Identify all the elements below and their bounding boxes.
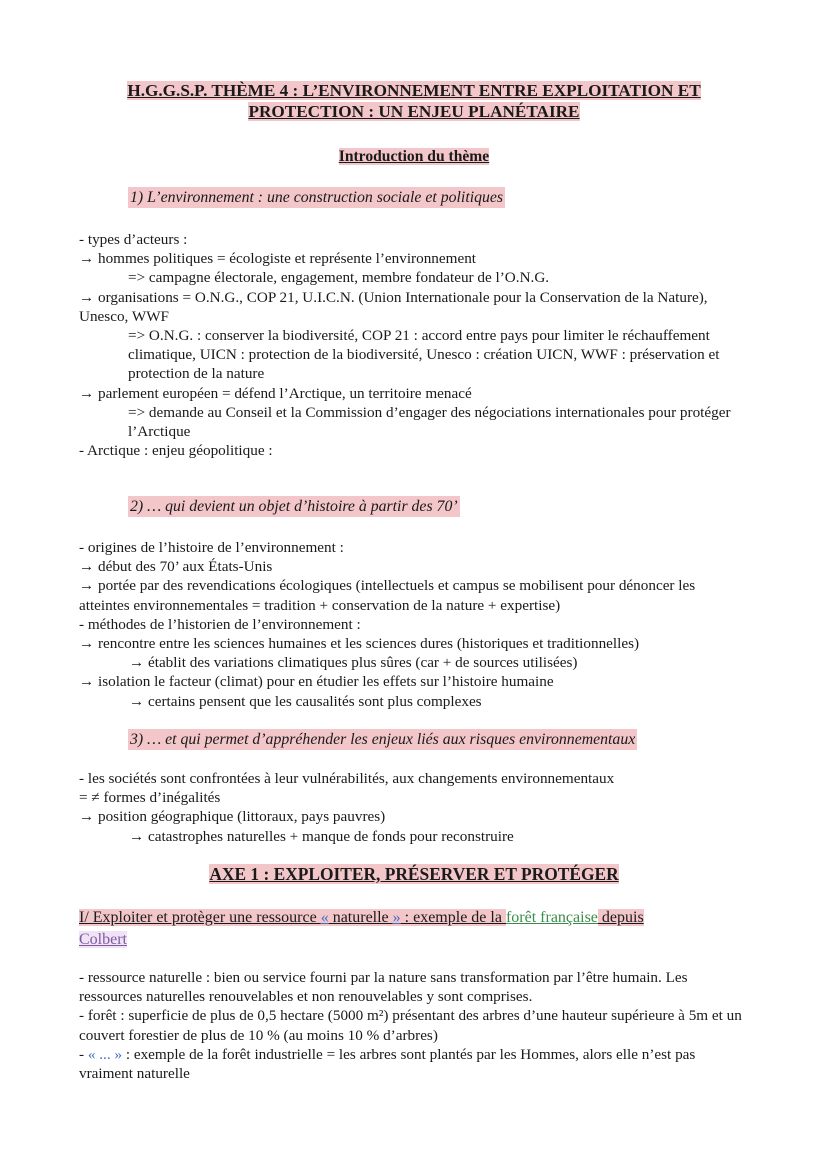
text-line: → hommes politiques = écologiste et représente l’environnement (79, 250, 477, 268)
text-line: → rencontre entre les sciences humaines et les sciences dures (historiques et traditionnelles) (79, 635, 640, 653)
text-line: - origines de l’histoire de l’environnement : (79, 539, 344, 556)
text-line: → parlement européen = défend l’Arctique, un territoire menacé (79, 384, 472, 402)
text-line: - les sociétés sont confrontées à leur vulnérabilités, aux changements environnementaux (79, 770, 615, 787)
section-3-heading: 3) … et qui permet d’appréhender les enjeux liés aux risques environnementaux (130, 731, 636, 748)
text-line: → certains pensent que les causalités sont plus complexes (129, 692, 482, 710)
text-line: - méthodes de l’historien de l’environnement : (79, 615, 361, 633)
text-line: → portée par des revendications écologiques (intellectuels et campus se mobilisent pour dénoncer les atteintes environnementales = tradition + conservation de la nature + expertise) (79, 577, 696, 614)
text-line: → établit des variations climatiques plus sûres (car + de sources utilisées) (129, 654, 578, 672)
link-colbert[interactable]: Colbert (79, 931, 127, 948)
definitions-body (79, 968, 751, 1083)
text-line: → catastrophes naturelles + manque de fonds pour reconstruire (129, 827, 514, 845)
text-line: - ressource naturelle : bien ou service fourni par la nature sans transformation par l’être humain. Les ressources naturelles renouvelables et non renouvelables y sont comprises. (79, 969, 688, 1006)
section-2-heading: 2) … qui devient un objet d’histoire à partir des 70’ (130, 498, 458, 515)
text-line: → position géographique (littoraux, pays pauvres) (79, 808, 386, 826)
section-2-body (79, 538, 751, 711)
part-heading: I/ Exploiter et protèger une ressource « naturelle » : exemple de la forêt française depuis Colbert (79, 909, 644, 948)
text-line: - « ... » : exemple de la forêt industrielle = les arbres sont plantés par les Hommes, alors elle n’est pas vraiment naturelle (79, 1045, 696, 1083)
axe-heading: AXE 1 : EXPLOITER, PRÉSERVER ET PROTÉGER (209, 864, 619, 884)
text-line: => O.N.G. : conserver la biodiversité, COP 21 : accord entre pays pour limiter le réchauffement climatique, UICN : protection de la biodiversité, Unesco : création UICN, WWF : préservation et protection de la nature (128, 327, 720, 383)
section-3-body (79, 769, 751, 846)
text-line: - forêt : superficie de plus de 0,5 hectare (5000 m²) présentant des arbres d’une hauteur supérieure à 5m et un couvert forestier de plus de 10 % (au moins 10 % d’arbres) (79, 1007, 742, 1044)
text-line: - Arctique : enjeu géopolitique : (79, 442, 273, 460)
page-title (60, 80, 768, 122)
text-line: → début des 70’ aux États-Unis (79, 558, 273, 576)
section-1-heading: 1) L’environnement : une construction sociale et politiques (130, 189, 504, 206)
text-line: - types d’acteurs : (79, 231, 188, 248)
text-line: → organisations = O.N.G., COP 21, U.I.C.N. (Union Internationale pour la Conservation de la Nature), Unesco, WWF (79, 288, 708, 325)
text-line: => demande au Conseil et la Commission d’engager des négociations internationales pour protéger l’Arctique (128, 403, 731, 441)
text-line: = ≠ formes d’inégalités (79, 789, 221, 807)
text-line: → isolation le facteur (climat) pour en étudier les effets sur l’histoire humaine (79, 673, 554, 691)
title-line-2: PROTECTION : UN ENJEU PLANÉTAIRE (248, 102, 580, 121)
title-line-1: H.G.G.S.P. THÈME 4 : L’ENVIRONNEMENT ENTRE EXPLOITATION ET (127, 81, 701, 100)
intro-heading: Introduction du thème (338, 148, 490, 165)
text-line: => campagne électorale, engagement, membre fondateur de l’O.N.G. (128, 269, 550, 287)
section-1-body (79, 230, 751, 460)
link-foret-francaise[interactable]: forêt française (505, 909, 598, 926)
